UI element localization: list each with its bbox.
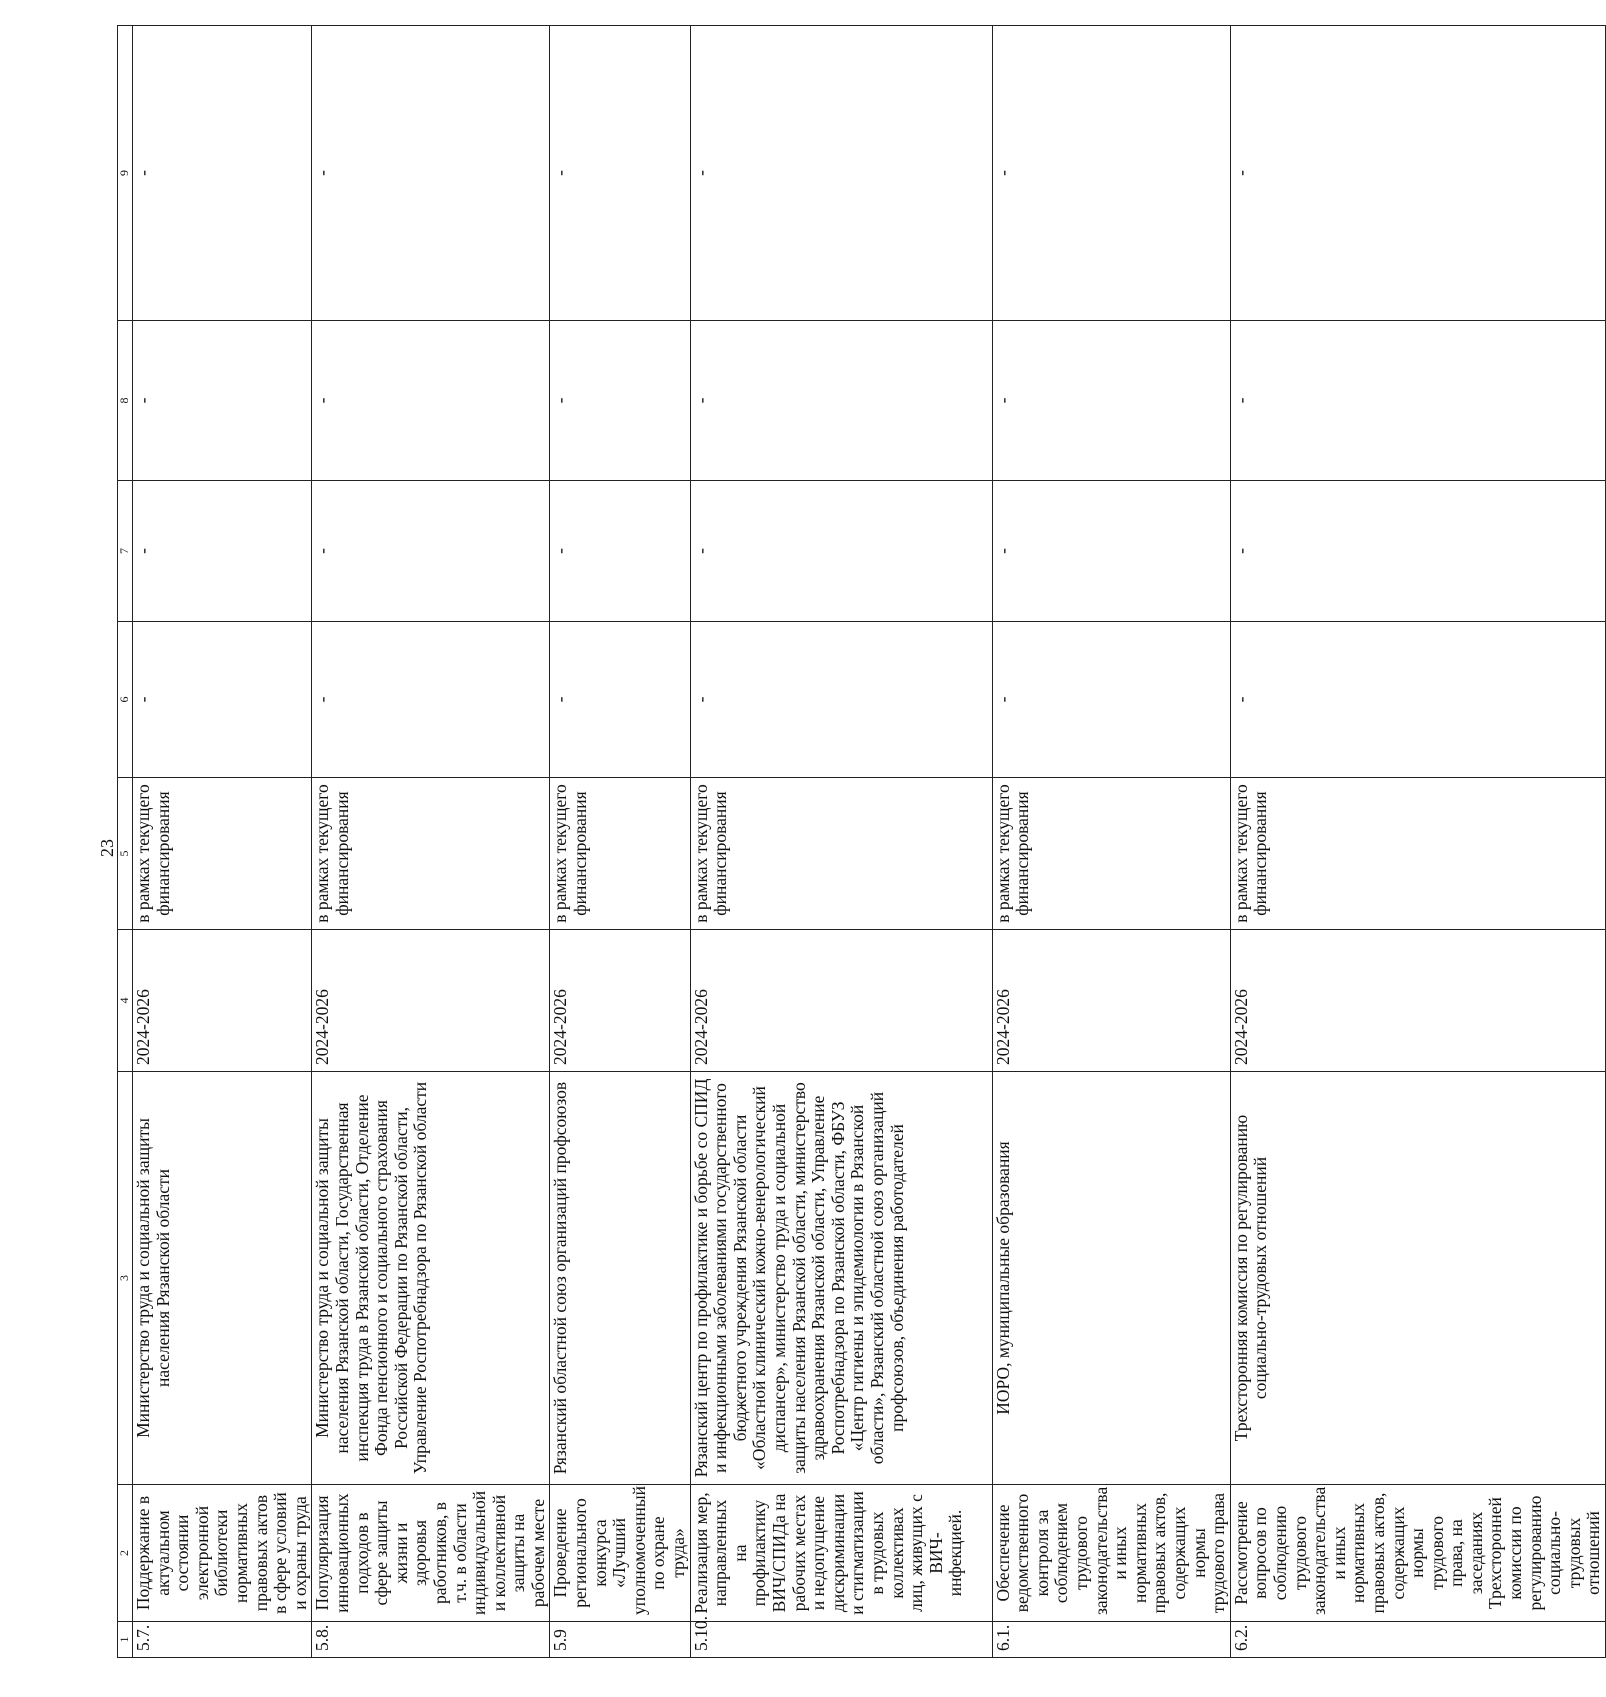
value-cell: - — [690, 481, 992, 622]
column-header: 6 — [118, 622, 133, 778]
financing: в рамках текущего финансирования — [133, 778, 312, 930]
value-cell: - — [992, 26, 1230, 321]
measure-name: Реализация мер, направленных на профилактику ВИЧ/СПИДа на рабочих местах и недопущение дискриминации и стигматизации в трудовых коллективах лиц, живущих с ВИЧ-инфекцией. — [690, 1485, 992, 1622]
value-cell: - — [312, 26, 550, 321]
page-number: 23 — [97, 839, 117, 857]
value-cell: - — [1230, 321, 1605, 481]
column-header: 7 — [118, 481, 133, 622]
value-cell: - — [1230, 622, 1605, 778]
value-cell: - — [992, 481, 1230, 622]
measure-name: Рассмотрение вопросов по соблюдению трудового законодательства и иных нормативных правовых актов, содержащих нормы трудового права, на заседаниях Трехсторонней комиссии по регулированию социально-трудовых отношений — [1230, 1485, 1605, 1622]
value-cell: - — [992, 622, 1230, 778]
row-number: 5.8. — [312, 1622, 550, 1658]
value-cell: - — [133, 481, 312, 622]
value-cell: - — [133, 321, 312, 481]
column-header: 3 — [118, 1072, 133, 1485]
value-cell: - — [550, 481, 690, 622]
period: 2024-2026 — [1230, 930, 1605, 1072]
responsible-org: Министерство труда и социальной защиты населения Рязанской области — [133, 1072, 312, 1485]
financing: в рамках текущего финансирования — [550, 778, 690, 930]
row-number: 6.1. — [992, 1622, 1230, 1658]
value-cell: - — [992, 321, 1230, 481]
financing: в рамках текущего финансирования — [690, 778, 992, 930]
period: 2024-2026 — [312, 930, 550, 1072]
measure-name: Обеспечение ведомственного контроля за соблюдением трудового законодательства и иных нормативных правовых актов, содержащих нормы трудового права — [992, 1485, 1230, 1622]
row-number: 5.7. — [133, 1622, 312, 1658]
table-row — [133, 26, 312, 1658]
responsible-org: Трехсторонняя комиссия по регулированию социально-трудовых отношений — [1230, 1072, 1605, 1485]
value-cell: - — [312, 622, 550, 778]
row-number: 5.10. — [690, 1622, 992, 1658]
value-cell: - — [690, 321, 992, 481]
responsible-org: Министерство труда и социальной защиты населения Рязанской области, Государственная инспекция труда в Рязанской области, Отделение Фонда пенсионного и социального страхования Российской Федерации по Рязанской области, Управление Роспотребнадзора по Рязанской области — [312, 1072, 550, 1485]
row-number: 6.2. — [1230, 1622, 1605, 1658]
measure-name: Поддержание в актуальном состоянии электронной библиотеки нормативных правовых актов в сфере условий и охраны труда — [133, 1485, 312, 1622]
value-cell: - — [550, 26, 690, 321]
column-number-row — [118, 26, 133, 1658]
responsible-org: Рязанский областной союз организаций профсоюзов — [550, 1072, 690, 1485]
column-header: 8 — [118, 321, 133, 481]
period: 2024-2026 — [690, 930, 992, 1072]
table-row — [550, 26, 690, 1658]
column-header: 9 — [118, 26, 133, 321]
row-number: 5.9 — [550, 1622, 690, 1658]
financing: в рамках текущего финансирования — [992, 778, 1230, 930]
period: 2024-2026 — [992, 930, 1230, 1072]
column-header: 4 — [118, 930, 133, 1072]
measure-name: Проведение регионального конкурса «Лучший уполномоченный по охране труда» — [550, 1485, 690, 1622]
value-cell: - — [690, 622, 992, 778]
table-row — [690, 26, 992, 1658]
value-cell: - — [312, 321, 550, 481]
measures-table — [117, 25, 1606, 1658]
value-cell: - — [312, 481, 550, 622]
column-header: 2 — [118, 1485, 133, 1622]
responsible-org: ИОРО, муниципальные образования — [992, 1072, 1230, 1485]
value-cell: - — [690, 26, 992, 321]
value-cell: - — [1230, 481, 1605, 622]
column-header: 5 — [118, 778, 133, 930]
period: 2024-2026 — [133, 930, 312, 1072]
measure-name: Популяризация инновационных подходов в сфере защиты жизни и здоровья работников, в т.ч. в области индивидуальной и коллективной защиты на рабочем месте — [312, 1485, 550, 1622]
value-cell: - — [550, 622, 690, 778]
rotated-table-container — [117, 26, 1604, 1658]
value-cell: - — [133, 622, 312, 778]
value-cell: - — [550, 321, 690, 481]
value-cell: - — [133, 26, 312, 321]
table-row — [312, 26, 550, 1658]
table-row — [992, 26, 1230, 1658]
column-header: 1 — [118, 1622, 133, 1658]
period: 2024-2026 — [550, 930, 690, 1072]
value-cell: - — [1230, 26, 1605, 321]
financing: в рамках текущего финансирования — [1230, 778, 1605, 930]
responsible-org: Рязанский центр по профилактике и борьбе со СПИД и инфекционными заболеваниями государственного бюджетного учреждения Рязанской области «Областной клинический кожно-венерологический диспансер», министерство труда и социальной защиты населения Рязанской области, министерство здравоохранения Рязанской области, Управление Роспотребнадзора по Рязанской области, ФБУЗ «Центр гигиены и эпидемиологии в Рязанской области», Рязанский областной союз организаций профсоюзов, объединения работодателей — [690, 1072, 992, 1485]
financing: в рамках текущего финансирования — [312, 778, 550, 930]
table-row — [1230, 26, 1605, 1658]
